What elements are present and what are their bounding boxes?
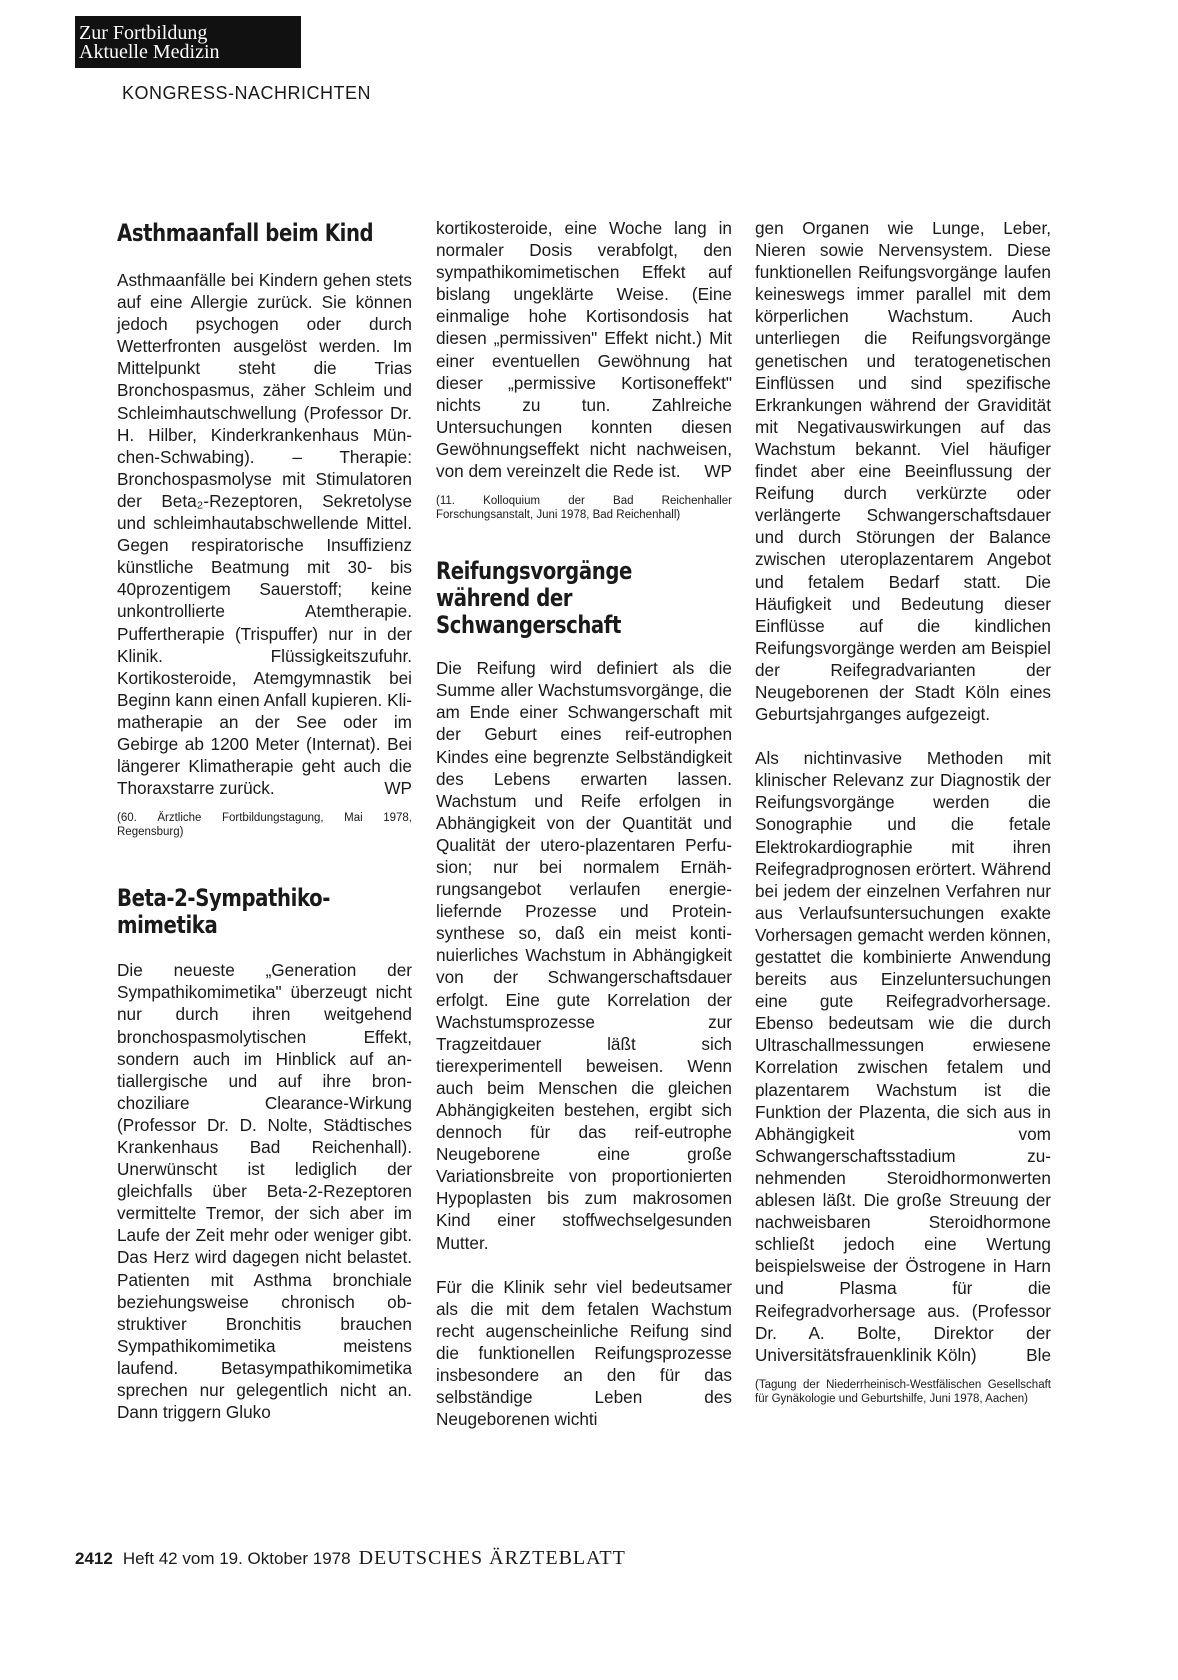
article-source-asthma: (60. Ärztliche Fortbildungstagung, Mai 1978, Regensburg) (117, 812, 412, 839)
article-source-reifung: (Tagung der Niederrheinisch-Westfälischen Gesellschaft für Gynäkologie und Geburtshilfe, Juni 1978, Aachen) (755, 1378, 1051, 1405)
issue-info: Heft 42 vom 19. Oktober 1978 (122, 1549, 351, 1568)
rubric-line-2: Aktuelle Medizin (79, 41, 220, 63)
article-body-beta2-part2 (436, 217, 732, 482)
article-body-asthma (117, 269, 412, 799)
column-3 (755, 217, 1051, 1406)
article-signature-beta2: WP (704, 461, 732, 482)
column-2 (436, 217, 732, 1430)
article-paragraph-reifung-2-part2 (755, 217, 1051, 725)
article-text-reifung-2-part1: Für die Klinik sehr viel bedeutsamer als die mit dem fetalen Wachstum recht augenscheinliche Reifung sind die funktionellen Reifungsprozesse insbesondere an den für das selbständige Leben des Neugeborenen wichti (436, 1276, 732, 1430)
article-text-reifung-2-part2: gen Organen wie Lunge, Leber, Nieren sowie Nervensystem. Diese funktionellen Reifungsvorgänge laufen keineswegs immer parallel mit dem körperlichen Wachstum. Auch unterliegen die Reifungsvorgänge genetischen und teratogenetischen Einflüssen und sind spezifische Erkrankungen während der Gravidität mit Negativauswirkungen auf das Wachstum bekannt. Viel häufiger findet aber eine Beeinflussung der Reifung durch verkürzte oder verlängerte Schwangerschaftsdauer und durch Störungen der Balance zwischen uteroplazentarem Angebot und fetalem Bedarf statt. Die Häufigkeit und Bedeutung dieser Einflüsse auf die kindlichen Reifungsvorgänge werden am Beispiel der Reifegradvarianten der Neugeborenen der Stadt Köln eines Geburtsjahrganges aufgezeigt. (755, 218, 1051, 725)
page-footer (75, 1547, 626, 1570)
article-text-beta2-part1: Die neueste „Generation der Sympathikomimetika" überzeugt nicht nur durch ihren weitgehend bronchospasmolytischen Effekt, sondern auch im Hinblick auf antiallergische und auf ihre bronchoziliare Clearance-Wirkung (Professor Dr. D. Nolte, Städtisches Krankenhaus Bad Reichenhall). Unerwünscht ist lediglich der gleichfalls über Beta-2-Rezeptoren vermittelte Tremor, der sich aber im Laufe der Zeit mehr oder weniger gibt. Das Herz wird dagegen nicht belastet. Patienten mit Asthma bronchiale beziehungsweise chronisch obstruktiver Bronchitis brauchen Sympathikomimetika meistens laufend. Betasympathikomimetika sprechen nur gelegentlich nicht an. Dann triggern Gluko (117, 960, 412, 1423)
article-body-beta2-part1 (117, 959, 412, 1423)
article-title-asthma: Asthmaanfall beim Kind (117, 219, 374, 247)
article-text-asthma: Asthmaanfälle bei Kindern gehen stets auf eine Allergie zurück. Sie können jedoch psychogen oder durch Wetterfronten ausgelöst werden. Im Mittelpunkt steht die Trias Bronchospasmus, zäher Schleim und Schleimhautschwellung (Professor Dr. H. Hilber, Kinderkrankenhaus München-Schwabing). – Therapie: Bronchospasmolyse mit Stimulatoren der Beta₂-Rezeptoren, Sekretolyse und schleimhautabschwellende Mittel. Gegen respiratorische Insuffizienz künstliche Beatmung mit 30- bis 40prozentigem Sauerstoff; keine unkontrollierte Atemtherapie. Puffertherapie (Trispuffer) nur in der Klinik. Flüssigkeitszufuhr. Kortikosteroide, Atemgymnastik bei Beginn kann einen Anfall kupieren. Klimatherapie an der See oder im Gebirge ab 1200 Meter (Internat). Bei längerer Klimatherapie geht auch die Thoraxstarre zurück. (117, 270, 412, 799)
article-paragraph-reifung-1: Die Reifung wird definiert als die Summe aller Wachstumsvorgänge, die am Ende einer Schwangerschaft mit der Geburt eines reif-eutrophen Kindes eine begrenzte Selbständigkeit des Lebens erwarten lassen. Wachstum und Reife erfolgen in Abhängigkeit von der Quantität und Qualität der utero-plazentaren Perfusion; nur bei normalem Ernährungsangebot verlaufen energieliefernde Prozesse und Proteinsynthese so, daß ein meist kontinuierliches Wachstum in Abhängigkeit von der Schwangerschaftsdauer erfolgt. Eine gute Korrelation der Wachstumsprozesse zur Tragzeitdauer läßt sich tierexperimentell beweisen. Wenn auch beim Menschen die gleichen Abhängigkeiten bestehen, ergibt sich dennoch für das reif-eutrophe Neugeborene eine große Variationsbreite von proportionierten Hypoplasten bis zum makrosomen Kind einer stoffwechselgesunden Mutter. (436, 658, 732, 1253)
article-paragraph-reifung-2-part1 (436, 1276, 732, 1431)
article-paragraph-reifung-3 (755, 747, 1051, 1366)
journal-name: DEUTSCHES ÄRZTEBLATT (358, 1547, 626, 1569)
article-text-reifung-3: Als nichtinvasive Methoden mit klinischer Relevanz zur Diagnostik der Reifungsvorgänge werden die Sonographie und die fetale Elektrokardiographie mit ihren Reifegradprognosen erörtert. Während bei jedem der einzelnen Verfahren nur aus Verlaufsuntersuchungen exakte Vorhersagen gemacht werden können, gestattet die kombinierte Anwendung bereits aus Einzeluntersuchungen eine gute Reifegradvorhersage. Ebenso bedeutsam wie die durch Ultraschallmessungen erwiesene Korrelation zwischen fetalem und plazentarem Wachstum ist die Funktion der Plazenta, die sich aus in Abhängigkeit vom Schwangerschaftsstadium zunehmenden Steroidhormonwerten ablesen läßt. Die große Streuung der nachweisbaren Steroidhormone schließt jedoch eine Wertung beispielsweise der Östrogene in Harn und Plasma für die Reifegradvorhersage aus. (Professor Dr. A. Bolte, Direktor der Universitätsfrauenklinik Köln) (755, 748, 1051, 1365)
section-label: KONGRESS-NACHRICHTEN (122, 83, 372, 103)
article-title-beta2: Beta-2-Sympathikomimetika (117, 884, 331, 940)
article-signature-asthma: WP (384, 778, 412, 799)
article-signature-reifung: Ble (1026, 1344, 1051, 1365)
page-number: 2412 (75, 1549, 113, 1568)
column-1 (117, 220, 412, 1423)
rubric-box (75, 16, 301, 68)
rubric-line-1: Zur Fortbildung (79, 22, 208, 44)
article-source-beta2: (11. Kolloquium der Bad Reichenhaller Forschungsanstalt, Juni 1978, Bad Reichenhall) (436, 495, 732, 522)
article-title-reifung: Reifungsvorgänge während der Schwangerschaft (436, 557, 632, 640)
article-text-beta2-part2: kortikosteroide, eine Woche lang in normaler Dosis verabfolgt, den sympathikomimetischen Effekt auf bislang ungeklärte Weise. (Eine einmalige hohe Kortisondosis hat diesen „permissiven" Effekt nicht.) Mit einer eventuellen Gewöhnung hat dieser „permissive Kortisoneffekt" nichts zu tun. Zahlreiche Untersuchungen konnten diesen Gewöhnungseffekt nicht nachweisen, von dem vereinzelt die Rede ist. (436, 218, 732, 482)
